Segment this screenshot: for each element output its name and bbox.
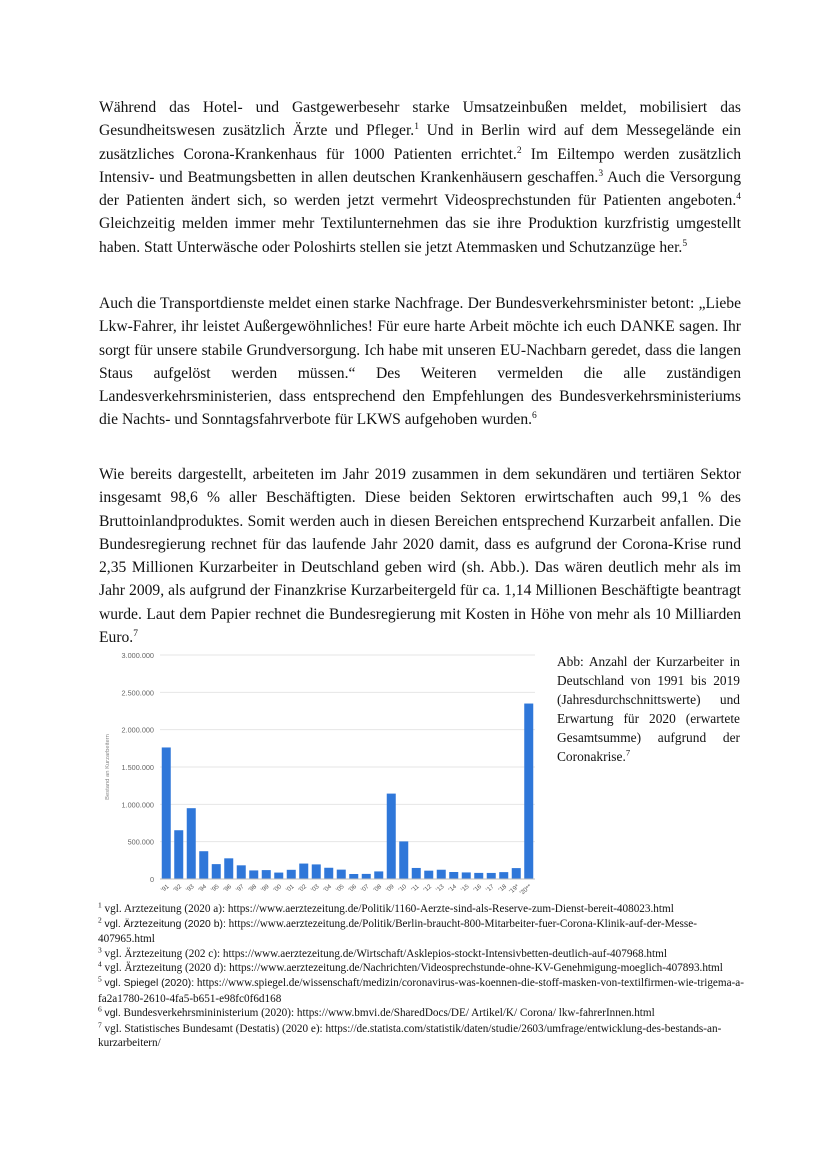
footnote-ref[interactable]: 7 [133, 628, 138, 639]
footnote [98, 902, 748, 917]
x-tick-label: '20** [518, 883, 534, 897]
x-tick-label: '17 [484, 883, 496, 894]
footnote-ref[interactable]: 4 [736, 192, 741, 202]
footnote-number: 7 [98, 1020, 102, 1030]
bar [462, 872, 471, 879]
paragraph-text: Wie bereits dargestellt, arbeiteten im Jahr 2019 zusammen in dem sekundären und tertiären Sektor insgesamt 98,6 % aller Beschäftigten. Diese beiden Sektoren erwirtschaften auch 99,1 % des Bruttoinlandproduktes. Somit werden auch in diesen Bereichen entsprechend Kurzarbeit anfallen. Die Bundesregierung rechnet für das laufende Jahr 2020 damit, dass es aufgrund der Corona-Krise rund 2,35 Millionen Kurzarbeiter in Deutschland geben wird (sh. Abb.). Das wären deutlich mehr als im Jahr 2009, als aufgrund der Finanzkrise Kurzarbeitergeld für ca. 1,14 Millionen Beschäftigte beantragt wurde. Laut dem Papier rechnet die Bundesregierung mit Kosten in Höhe von mehr als 10 Milliarden Euro. [99, 466, 741, 647]
bar [262, 870, 271, 879]
footnote-ref[interactable]: 1 [414, 122, 419, 133]
caption-text: Abb: Anzahl der Kurzarbeiter in Deutschland von 1991 bis 2019 (Jahresdurchschnittswerte) und Erwartung für 2020 (erwartete Gesamtsumme) aufgrund der Coronakrise. [557, 654, 740, 764]
bar [299, 864, 308, 879]
footnote-ref[interactable]: 3 [598, 168, 604, 179]
footnote [98, 1022, 748, 1051]
x-tick-label: '16 [472, 883, 484, 894]
bar [424, 871, 433, 879]
x-tick-label: '13 [434, 883, 446, 894]
x-tick-label: '09 [384, 883, 396, 894]
bar [524, 704, 533, 879]
x-tick-label: '99 [259, 883, 271, 894]
x-tick-label: '93 [184, 883, 196, 894]
x-tick-label: '10 [397, 883, 409, 894]
paragraph-text: Gleichzeitig melden immer mehr Textilunternehmen das sie ihre Produktion kurzfristig umgestellt haben. Statt Unterwäsche oder Poloshirts stellen sie jetzt Atemmasken und Schutzanzüge her. [99, 215, 741, 256]
bar [324, 868, 333, 879]
bar [349, 874, 358, 879]
bar [199, 851, 208, 879]
x-tick-label: '14 [447, 883, 459, 894]
bar [312, 864, 321, 879]
x-tick-label: '91 [159, 883, 171, 894]
paragraph-3 [99, 463, 741, 649]
y-tick-label: 2.000.000 [121, 725, 154, 735]
x-tick-label: '05 [334, 883, 346, 894]
footnote-url[interactable]: Bundesverkehrsmininisterium (2020): https://www.bmvi.de/SharedDocs/DE/ Artikel/K/ Corona/ lkw-fahrerInnen.html [120, 1007, 655, 1020]
footnote [98, 947, 748, 962]
footnote-number: 6 [98, 1004, 102, 1014]
y-axis-label: Bestand an Kurzarbeitern [105, 734, 111, 800]
bar [499, 872, 508, 879]
bar [474, 873, 483, 879]
x-tick-label: '19* [508, 883, 521, 896]
paragraph-text: Während das Hotel- und Gastgewerbesehr starke Umsatzeinbußen meldet, mobilisiert das Gesundheitswesen zusätzlich Ärzte und Pfleger. [99, 99, 741, 140]
bar [437, 870, 446, 879]
x-tick-label: '97 [234, 883, 246, 894]
bar [187, 808, 196, 879]
bar [162, 747, 171, 879]
x-tick-label: '96 [222, 883, 234, 894]
paragraph-1 [99, 96, 741, 259]
footnote-source: vgl. Ärztezeitung (202 c): https://www.aerztezeitung.de/Wirtschaft/Asklepios-stockt-Intensivbetten-deutlich-auf-407968.html [104, 947, 667, 960]
paragraph-text: Auch die Transportdienste meldet einen starke Nachfrage. Der Bundesverkehrsminister betont: „Liebe Lkw-Fahrer, ihr leistet Außergewöhnliches! Für eure harte Arbeit möchte ich euch DANKE sagen. Ihr sorgt für unsere stabile Grundversorgung. Ich habe mit unseren EU-Nachbarn geredet, dass die langen Staus aufgelöst werden müssen.“ Des Weiteren vermelden die alle zuständigen Landesverkehrsministerien, dass entsprechend den Empfehlungen des Bundesverkehrsministeriums die Nachts- und Sonntagsfahrverbote für LKWS aufgehoben wurden. [99, 295, 741, 429]
footnote [98, 914, 748, 947]
paragraph-2 [99, 292, 741, 432]
y-tick-label: 0 [149, 875, 154, 884]
footnote-number: 4 [98, 959, 102, 969]
bar [337, 870, 346, 879]
x-tick-label: '18 [497, 883, 509, 894]
paragraph-text: Auch die Versorgung der Patienten ändert sich, so werden jetzt vermehrt Videosprechstunden für Patienten angeboten. [99, 168, 741, 210]
y-tick-label: 1.000.000 [121, 800, 154, 810]
footnote-number: 2 [98, 914, 102, 924]
bar [274, 873, 283, 879]
footnote-number: 1 [98, 900, 102, 910]
footnote [98, 961, 748, 976]
x-tick-label: '00 [272, 883, 284, 894]
footnote-ref[interactable]: 5 [682, 238, 688, 249]
x-tick-label: '11 [410, 883, 421, 894]
x-tick-label: '04 [322, 883, 334, 894]
x-tick-label: '01 [284, 883, 296, 894]
bar [362, 874, 371, 879]
x-tick-label: '03 [309, 883, 321, 894]
x-tick-label: '06 [347, 883, 359, 894]
x-tick-label: '92 [172, 883, 184, 894]
x-tick-label: '02 [297, 883, 309, 894]
footnote-source: vgl. Ärztezeitung (2020 b): [104, 918, 226, 930]
y-tick-label: 2.500.000 [121, 688, 154, 698]
x-tick-label: '12 [422, 883, 434, 894]
footnote-source: vgl. Ärztezeitung (2020 d): https://www.aerztezeitung.de/Nachrichten/Videosprechstunde-ohne-KV-Genehmigung-moeglich-407893.html [104, 962, 723, 975]
x-tick-label: '98 [247, 883, 259, 894]
bar [224, 858, 233, 879]
bar [249, 870, 258, 879]
footnote-source: vgl. [104, 1008, 121, 1020]
bar [449, 872, 458, 879]
footnote [98, 1006, 748, 1022]
x-tick-label: '07 [359, 883, 371, 894]
footnote-number: 3 [98, 945, 102, 955]
bar [412, 868, 421, 879]
y-tick-label: 1.500.000 [121, 763, 154, 772]
x-tick-label: '08 [372, 883, 384, 894]
x-tick-label: '94 [197, 883, 209, 894]
footnote-source: vgl. Arztezeitung (2020 a): https://www.aerztezeitung.de/Politik/1160-Aerzte-sind-als-Reserve-zum-Dienst-bereit-408023.html [104, 903, 674, 915]
paragraph-text: Im Eiltempo werden zusätzlich Intensiv- und Beatmungsbetten in allen deutschen Krankenhäusern geschaffen. [99, 145, 742, 186]
kurzarbeiter-bar-chart [100, 646, 545, 898]
y-tick-label: 500.000 [127, 837, 154, 847]
footnote-source: vgl. Statistisches Bundesamt (Destatis) (2020 e): https://de.statista.com/statistik/daten/studie/2603/umfrage/entwicklung-des-bestands-an-kurzarbeitern/ [98, 1022, 722, 1050]
footnote-ref[interactable]: 2 [516, 145, 522, 156]
footnote [98, 976, 748, 1006]
bar [374, 871, 383, 879]
paragraph-text: Und in Berlin wird auf dem Messegelände ein zusätzliches Corona-Krankenhaus für 1000 Patienten errichtet. [99, 122, 741, 163]
x-tick-label: '95 [209, 883, 221, 894]
bar [174, 830, 183, 879]
figure-caption [557, 652, 740, 766]
footnote-number: 5 [98, 974, 102, 984]
footnote-source: vgl. Spiegel (2020): [104, 977, 195, 989]
bar [487, 873, 496, 879]
footnote-ref[interactable]: 6 [532, 411, 537, 422]
bar [212, 864, 221, 879]
caption-footnote-ref: 7 [625, 747, 631, 758]
bar [512, 868, 521, 879]
y-tick-label: 3.000.000 [121, 651, 154, 660]
bar [237, 865, 246, 879]
footnote-url[interactable]: https://www.spiegel.de/wissenschaft/medizin/coronavirus-was-koennen-die-stoff-masken-von-textilfirmen-wie-trigema-a-fa2a1780-2610-4fa5-b651-e98fc0f6d168 [98, 976, 744, 1005]
x-tick-label: '15 [459, 883, 471, 894]
bar [287, 870, 296, 879]
footnotes [98, 902, 748, 1051]
bar [387, 794, 396, 879]
bar [399, 841, 408, 879]
footnote-url[interactable]: https://www.aerztezeitung.de/Politik/Berlin-braucht-800-Mitarbeiter-fuer-Corona-Klinik-auf-der-Messe-407965.html [98, 917, 697, 946]
